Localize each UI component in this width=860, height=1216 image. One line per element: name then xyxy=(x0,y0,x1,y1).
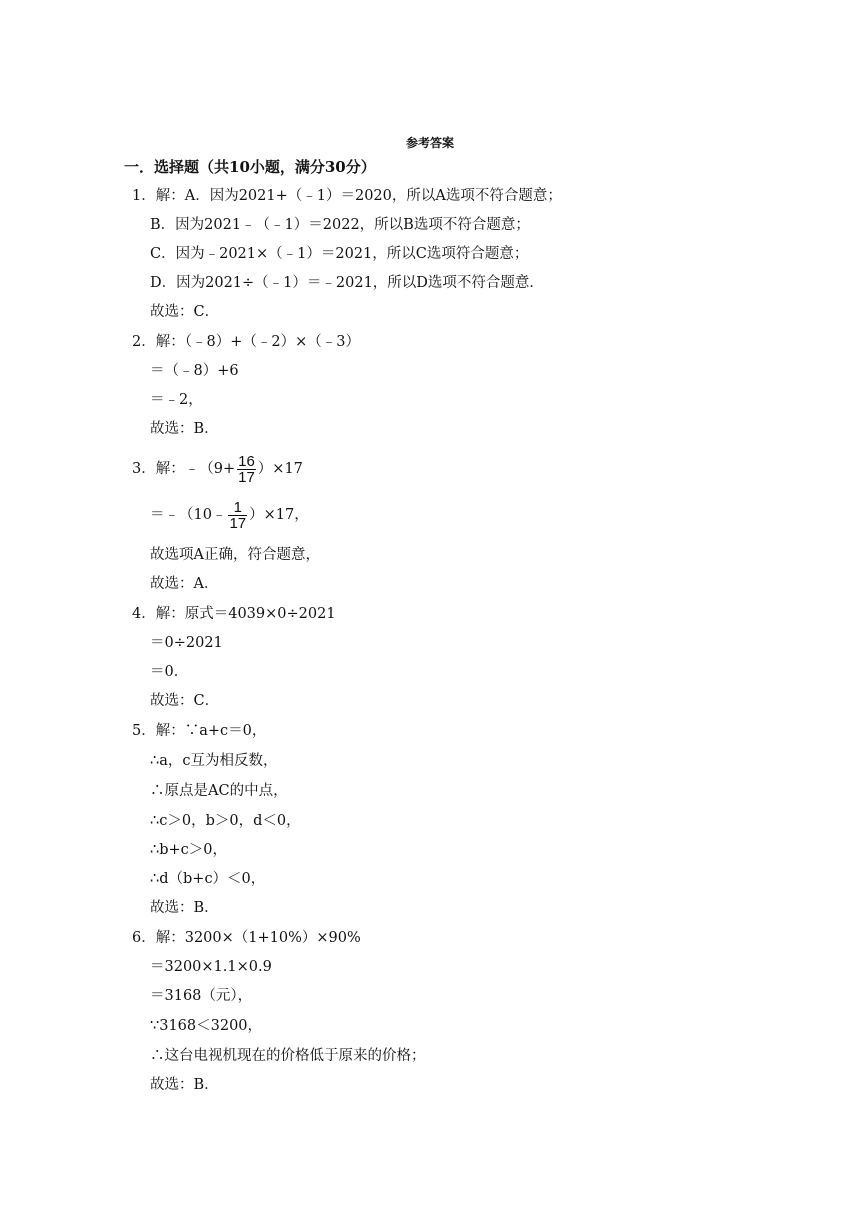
answer-line: 1．解：A．因为2021+（﹣1）＝2020，所以A选项不符合题意； xyxy=(132,188,562,204)
answer-line: 6．解：3200×（1+10%）×90% xyxy=(132,930,361,946)
fraction xyxy=(237,454,256,485)
answer-line: D．因为2021÷（﹣1）＝﹣2021，所以D选项不符合题意． xyxy=(150,275,544,291)
q3-line-1-suffix: ）×17 xyxy=(257,461,303,477)
answer-line: 5．解：∵a+c＝0， xyxy=(132,723,267,739)
answer-line: ＝3168（元）， xyxy=(150,988,253,1004)
answer-line: ∴这台电视机现在的价格低于原来的价格； xyxy=(150,1048,426,1064)
fraction-denominator: 17 xyxy=(229,514,247,532)
answer-line: 故选：C． xyxy=(150,304,220,320)
answer-line: 故选项A正确，符合题意， xyxy=(150,547,320,563)
answer-line: ∴c＞0，b＞0，d＜0， xyxy=(150,813,301,829)
q3-line-1-prefix: 3．解：﹣（9+ xyxy=(132,461,236,477)
answer-line: ∴d（b+c）＜0， xyxy=(150,871,266,887)
answer-line: 故选：B． xyxy=(150,421,219,437)
answer-line: ＝﹣2， xyxy=(150,392,203,408)
answer-line: 故选：C． xyxy=(150,693,220,709)
q3-line-1 xyxy=(132,453,303,485)
answer-line: ＝（﹣8）+6 xyxy=(150,363,239,379)
q3-line-2 xyxy=(150,499,309,531)
answer-line: 4．解：原式＝4039×0÷2021 xyxy=(132,606,336,622)
answer-line: C．因为﹣2021×（﹣1）＝2021，所以C选项符合题意； xyxy=(150,246,529,262)
answer-line: ＝0． xyxy=(150,664,189,680)
answer-line: 2．解：（﹣8）+（﹣2）×（﹣3） xyxy=(132,334,360,350)
answer-line: ∴a，c互为相反数， xyxy=(150,753,278,769)
answer-line: ∴原点是AC的中点， xyxy=(150,783,288,799)
answer-line: ＝3200×1.1×0.9 xyxy=(150,959,272,975)
fraction xyxy=(228,500,247,531)
page-title: 参考答案 xyxy=(405,136,454,150)
section-heading: 一．选择题（共10小题，满分30分） xyxy=(124,158,376,176)
q3-line-2-suffix: ）×17， xyxy=(249,507,309,523)
answer-line: ＝0÷2021 xyxy=(150,635,223,651)
answer-line: 故选：A． xyxy=(150,576,219,592)
fraction-denominator: 17 xyxy=(238,468,255,486)
fraction-numerator: 1 xyxy=(233,498,242,516)
answer-line: ∵3168＜3200， xyxy=(150,1018,263,1034)
answer-line: B．因为2021﹣（﹣1）＝2022，所以B选项不符合题意； xyxy=(150,217,530,233)
q3-line-2-prefix: ＝﹣（10﹣ xyxy=(150,507,227,523)
fraction-numerator: 16 xyxy=(238,452,255,470)
answer-line: 故选：B． xyxy=(150,1077,219,1093)
answer-line: ∴b+c＞0， xyxy=(150,842,228,858)
answer-line: 故选：B． xyxy=(150,900,219,916)
